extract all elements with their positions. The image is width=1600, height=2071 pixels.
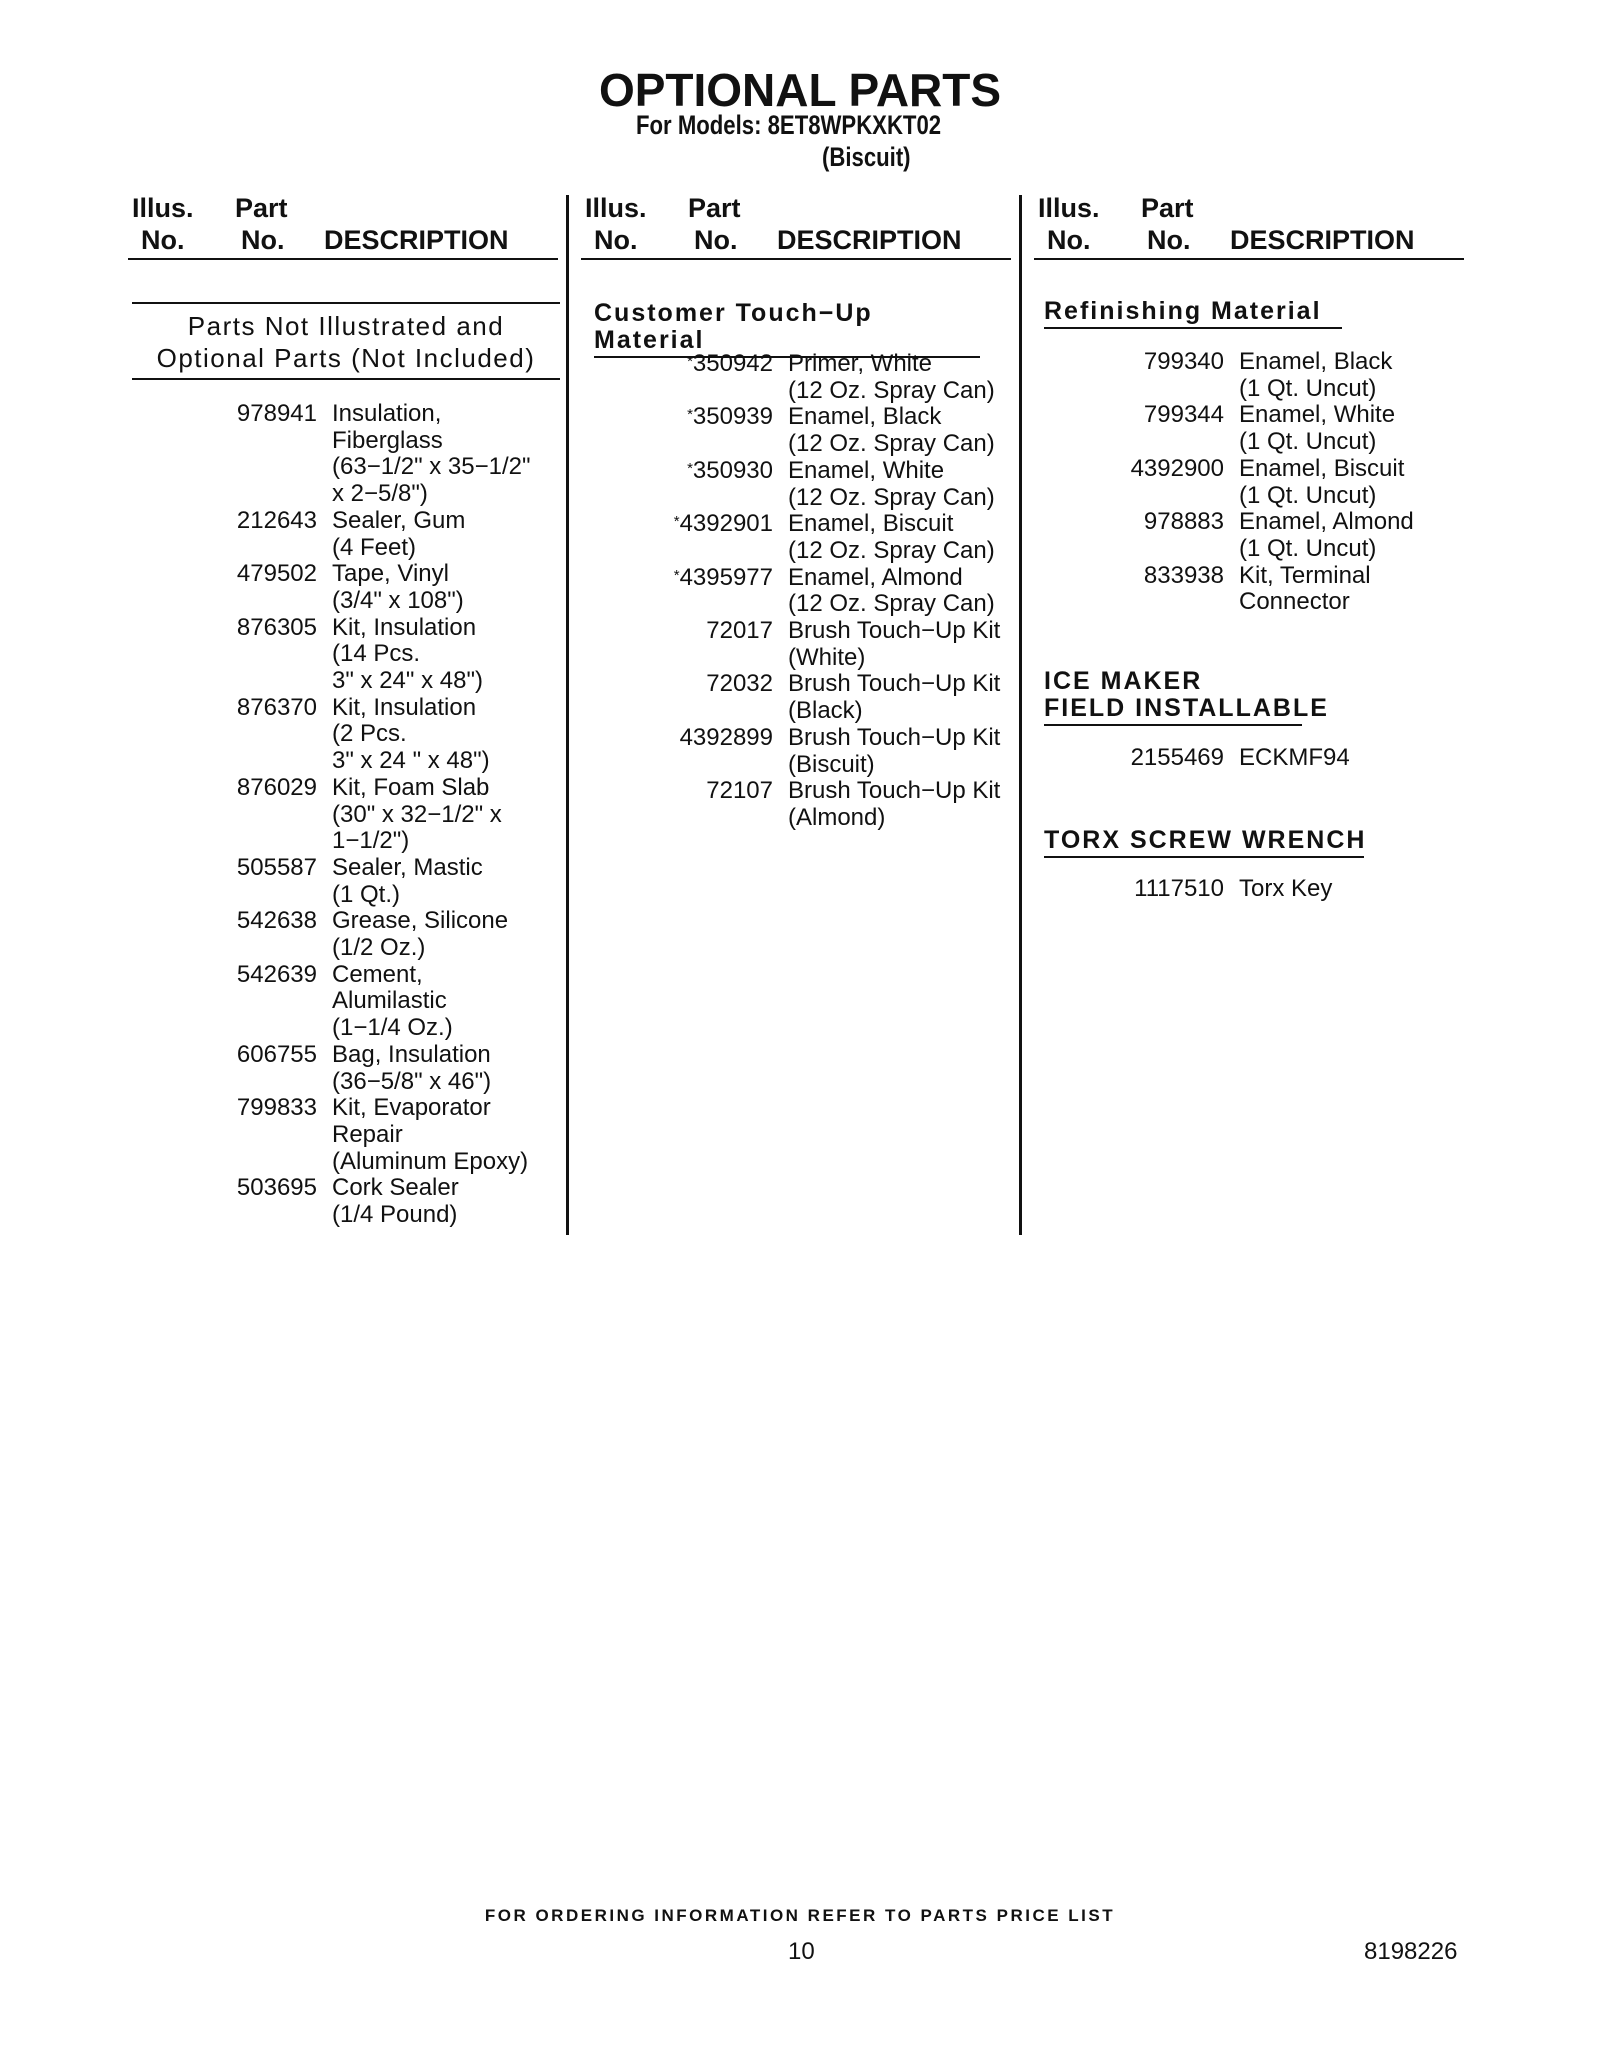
part-description: Enamel, Almond (12 Oz. Spray Can) <box>788 563 995 618</box>
part-description: Enamel, Biscuit (1 Qt. Uncut) <box>1239 454 1405 509</box>
section-title-line1: Parts Not Illustrated and <box>187 311 505 341</box>
header-description: DESCRIPTION <box>777 225 962 255</box>
part-number-text: 799340 <box>1143 348 1224 375</box>
part-number <box>585 618 773 645</box>
parts-list-item <box>585 351 1015 404</box>
part-number <box>1038 402 1224 429</box>
asterisk-mark: * <box>687 459 693 477</box>
part-description: Brush Touch−Up Kit (White) <box>788 617 1001 671</box>
part-number <box>132 695 317 722</box>
part-number-text: 542639 <box>236 960 317 988</box>
parts-list-item <box>132 561 562 614</box>
parts-list-item <box>585 511 1015 564</box>
parts-list-item <box>585 618 1015 671</box>
part-number <box>132 1095 317 1122</box>
part-description: Enamel, White (12 Oz. Spray Can) <box>788 456 995 511</box>
part-number <box>132 401 317 428</box>
part-description: Sealer, Gum (4 Feet) <box>332 506 466 561</box>
part-description: Sealer, Mastic (1 Qt.) <box>332 853 483 908</box>
header-illus: Illus. <box>1038 193 1100 223</box>
header-part-no: No. <box>1147 225 1191 255</box>
part-number <box>585 671 773 698</box>
part-description: Enamel, Black (1 Qt. Uncut) <box>1239 348 1393 402</box>
part-number-text: 4392899 <box>679 723 773 751</box>
parts-list-item <box>585 671 1015 724</box>
part-description: Kit, Insulation (14 Pcs. 3" x 24" x 48") <box>332 613 483 694</box>
section-title-line2: Optional Parts (Not Included) <box>156 343 536 373</box>
part-number <box>132 561 317 588</box>
part-description: Tape, Vinyl (3/4" x 108") <box>332 560 464 614</box>
part-number <box>132 775 317 802</box>
part-number-text: 350942 <box>692 350 773 377</box>
part-number-text: 876029 <box>236 773 317 801</box>
page-number: 10 <box>788 1938 815 1965</box>
part-description: Kit, Foam Slab (30" x 32−1/2" x 1−1/2") <box>332 773 502 855</box>
part-number-text: 606755 <box>236 1040 317 1068</box>
parts-list-item <box>132 508 562 561</box>
parts-list-item <box>132 1175 562 1228</box>
part-number <box>585 778 773 805</box>
part-number <box>1038 563 1224 590</box>
part-description: Insulation, Fiberglass (63−1/2" x 35−1/2" x 2−5/8") <box>332 400 531 508</box>
part-number-text: 978941 <box>236 400 317 427</box>
part-description: Brush Touch−Up Kit (Black) <box>788 670 1001 725</box>
part-description: Grease, Silicone (1/2 Oz.) <box>332 907 509 961</box>
part-description: Enamel, Black (12 Oz. Spray Can) <box>788 403 995 458</box>
part-description: Torx Key <box>1239 875 1333 902</box>
part-number <box>1038 349 1224 376</box>
parts-list-item <box>132 695 562 775</box>
part-number <box>132 1042 317 1069</box>
part-number-text: 876305 <box>236 613 317 641</box>
parts-list-item <box>585 458 1015 511</box>
part-number <box>585 351 773 378</box>
part-number-text: 350939 <box>692 403 773 431</box>
part-number <box>132 615 317 642</box>
part-description: Brush Touch−Up Kit (Biscuit) <box>788 723 1001 778</box>
part-number-text: 978883 <box>1143 508 1224 536</box>
part-number-text: 799344 <box>1143 401 1224 429</box>
part-number <box>1038 876 1224 903</box>
part-number-text: 542638 <box>236 907 317 935</box>
part-number <box>585 511 773 538</box>
section-header: ICE MAKER FIELD INSTALLABLE <box>1044 668 1302 726</box>
part-number-text: 72017 <box>706 617 773 644</box>
part-number-text: 212643 <box>236 506 317 534</box>
header-description: DESCRIPTION <box>324 225 509 255</box>
header-part-no: No. <box>694 225 738 255</box>
parts-list-item <box>132 615 562 695</box>
asterisk-mark: * <box>673 513 680 531</box>
parts-list-item <box>132 855 562 908</box>
header-part: Part <box>688 193 741 223</box>
column-header-1 <box>128 192 558 260</box>
parts-list-item <box>132 962 562 1042</box>
column-divider <box>566 195 569 1235</box>
part-number <box>132 962 317 989</box>
part-number <box>132 908 317 935</box>
section-header: Refinishing Material <box>1044 298 1342 329</box>
part-number <box>132 1175 317 1202</box>
parts-list-item <box>585 565 1015 618</box>
parts-list-item <box>132 1095 562 1175</box>
column-divider <box>1019 195 1022 1235</box>
parts-list-item <box>1038 456 1468 509</box>
header-description: DESCRIPTION <box>1230 225 1415 255</box>
part-description: Primer, White (12 Oz. Spray Can) <box>788 350 995 404</box>
part-number-text: 833938 <box>1143 561 1224 589</box>
part-number-text: 350930 <box>692 456 773 484</box>
part-description: Cork Sealer (1/4 Pound) <box>332 1174 459 1228</box>
parts-list-item <box>1038 745 1468 772</box>
part-number-text: 4392900 <box>1130 454 1224 482</box>
part-number-text: 799833 <box>236 1094 317 1122</box>
model-subtitle: For Models: 8ET8WPKXKT02 <box>636 110 942 140</box>
part-description: Brush Touch−Up Kit (Almond) <box>788 777 1001 831</box>
column-header-2 <box>581 192 1011 260</box>
ordering-note: FOR ORDERING INFORMATION REFER TO PARTS PRICE LIST <box>484 1906 1116 1925</box>
asterisk-mark: * <box>673 566 680 584</box>
parts-list-item <box>132 908 562 961</box>
part-description: Kit, Insulation (2 Pcs. 3" x 24 " x 48") <box>332 693 490 775</box>
parts-list-item <box>1038 876 1468 903</box>
header-illus-no: No. <box>594 225 638 255</box>
part-description: Kit, Terminal Connector <box>1239 561 1371 616</box>
part-description: Cement, Alumilastic (1−1/4 Oz.) <box>332 960 453 1042</box>
part-number-text: 72032 <box>706 670 773 698</box>
part-description: Bag, Insulation (36−5/8" x 46") <box>332 1040 492 1095</box>
part-number-text: 4395977 <box>679 563 773 591</box>
section-header-touch-up: Customer Touch−Up Material <box>594 300 980 358</box>
part-description: Enamel, Biscuit (12 Oz. Spray Can) <box>788 510 995 564</box>
part-number-text: 72107 <box>706 777 773 805</box>
parts-list-item <box>1038 563 1468 616</box>
header-part: Part <box>1141 193 1194 223</box>
part-number <box>585 565 773 592</box>
section-header-not-illustrated <box>132 302 560 380</box>
parts-list-item <box>585 404 1015 457</box>
part-number-text: 503695 <box>236 1174 317 1202</box>
part-description: Enamel, Almond (1 Qt. Uncut) <box>1239 508 1414 562</box>
parts-list-item <box>585 725 1015 778</box>
part-number-text: 479502 <box>236 560 317 588</box>
column-header-3 <box>1034 192 1464 260</box>
part-number-text: 876370 <box>236 693 317 721</box>
part-description: Kit, Evaporator Repair (Aluminum Epoxy) <box>332 1094 529 1175</box>
parts-list-item <box>1038 402 1468 455</box>
section-header: TORX SCREW WRENCH <box>1044 827 1364 858</box>
header-illus-no: No. <box>1047 225 1091 255</box>
page-title: OPTIONAL PARTS <box>598 64 1002 116</box>
part-description: ECKMF94 <box>1239 744 1350 771</box>
header-illus: Illus. <box>585 193 647 223</box>
part-description: Enamel, White (1 Qt. Uncut) <box>1239 401 1396 456</box>
header-part: Part <box>235 193 288 223</box>
asterisk-mark: * <box>687 406 693 424</box>
parts-list-item <box>1038 509 1468 562</box>
part-number <box>132 508 317 535</box>
header-illus: Illus. <box>132 193 194 223</box>
part-number <box>585 458 773 485</box>
part-number-text: 505587 <box>236 853 317 881</box>
parts-list-item <box>585 778 1015 831</box>
part-number-text: 4392901 <box>679 510 773 538</box>
model-variant: (Biscuit) <box>822 142 911 172</box>
parts-list-item <box>1038 349 1468 402</box>
header-part-no: No. <box>241 225 285 255</box>
part-number <box>132 855 317 882</box>
asterisk-mark: * <box>687 353 693 370</box>
part-number <box>1038 456 1224 483</box>
parts-list-item <box>132 775 562 855</box>
part-number <box>1038 509 1224 536</box>
part-number <box>585 725 773 752</box>
part-number <box>585 404 773 431</box>
part-number <box>1038 745 1224 772</box>
document-number: 8198226 <box>1364 1938 1458 1965</box>
part-number-text: 1117510 <box>1134 875 1224 902</box>
parts-list-item <box>132 401 562 508</box>
parts-list-item <box>132 1042 562 1095</box>
part-number-text: 2155469 <box>1130 744 1224 771</box>
header-illus-no: No. <box>141 225 185 255</box>
